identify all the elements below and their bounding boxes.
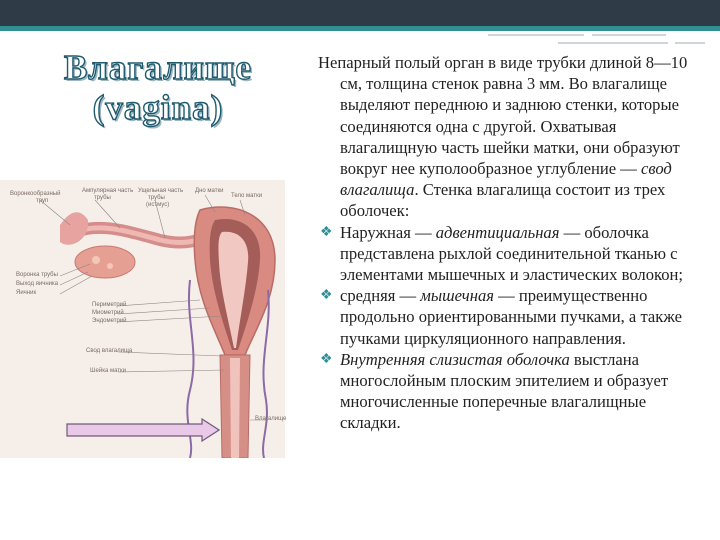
label-ovary: Яичник — [16, 290, 37, 296]
ovary-follicle — [92, 256, 100, 264]
bullet2-text-b: — преимущественно продольно ориентированными пучками, а также пучками циркуляционного направления. — [340, 286, 682, 348]
slide-title-line1: Влагалище — [63, 48, 253, 87]
label-infundibulum-a: Воронкообразный — [10, 191, 61, 197]
bullet2-term: мышечная — [420, 286, 494, 306]
vaginal-lumen — [230, 358, 240, 458]
diamond-bullet-icon: ❖ — [320, 224, 333, 240]
label-fundus: Дно матки — [195, 188, 224, 194]
bullet3-text-b: выстлана многослойным плоским эпителием и образует многочисленные поперечные влагалищные складки. — [340, 349, 669, 433]
ovary-follicle — [107, 263, 113, 269]
label-perimetrium: Периметрий — [92, 302, 127, 308]
label-ampulla-b: трубы — [94, 195, 111, 201]
pointer-arrow-icon — [66, 418, 220, 442]
bullet-mucosa — [318, 349, 698, 434]
leader-line — [118, 352, 222, 356]
slide-body-text — [318, 52, 698, 434]
label-ampulla-a: Ампулярная часть — [82, 188, 134, 194]
header-decor-line — [558, 42, 668, 44]
label-vagina: Влагалище — [255, 416, 287, 422]
intro-term: свод влагалища — [340, 159, 672, 200]
leader-line — [60, 272, 88, 285]
bullet1-term: адвентициальная — [435, 222, 560, 242]
slide-title — [34, 48, 282, 128]
leader-line — [118, 308, 210, 314]
intro-paragraph — [318, 52, 698, 222]
uterus-drawing — [0, 180, 285, 458]
header-decor-line — [488, 34, 584, 36]
label-isthmus-b: трубы — [148, 195, 165, 201]
leader-line — [118, 370, 224, 372]
label-endometrium: Эндометрий — [92, 318, 127, 324]
label-infundibulum-b: труп — [36, 198, 49, 204]
intro-text-a: Непарный полый орган в виде трубки длиной 8—10 см, толщина стенок равна 3 мм. Во влагалище выделяют переднюю и заднюю стенки, которые соединяются одна с другой. Охватывая влагалищную часть шейки матки, они образуют вокруг нее куполообразное углубление — — [318, 53, 688, 179]
leader-line — [118, 300, 200, 306]
leader-line — [60, 276, 92, 294]
label-vaginal-fornix: Свод влагалища — [86, 348, 133, 354]
leader-line — [118, 316, 222, 322]
header-decor-line — [592, 34, 666, 36]
bullet-adventitia — [318, 222, 698, 286]
bullet2-text-a: средняя — — [340, 286, 421, 306]
blood-vessel — [263, 290, 269, 458]
label-cervix: Шейка матки — [90, 368, 127, 374]
infundibulum — [60, 212, 88, 245]
diamond-bullet-icon: ❖ — [320, 288, 333, 304]
bullet-muscular — [318, 285, 698, 349]
slide-title-line2: (vagina) — [92, 88, 224, 127]
ovary — [75, 246, 135, 278]
label-uterus-body: Тело матки — [231, 193, 263, 199]
header-accent-bar — [0, 26, 720, 31]
bullet1-text-b: — оболочка представлена рыхлой соединительной тканью с элементами мышечных и эластических волокон; — [340, 222, 684, 285]
pointer-arrow-shape — [67, 419, 219, 441]
bullet3-term: Внутренняя слизистая оболочка — [340, 349, 570, 369]
label-isthmus-a: Ущельная часть — [138, 188, 184, 194]
label-tube-funnel: Воронка трубы — [16, 272, 58, 278]
anatomy-illustration — [0, 180, 285, 458]
label-isthmus-c: (истмус) — [146, 202, 170, 208]
intro-text-b: . Стенка влагалища состоит из трех оболочек: — [340, 180, 666, 221]
header-decor-line — [675, 42, 705, 44]
label-myometrium: Миометрий — [92, 310, 124, 316]
diamond-bullet-icon: ❖ — [320, 351, 333, 367]
header-bar — [0, 0, 720, 26]
bullet1-text-a: Наружная — — [340, 222, 436, 242]
label-ovary-exit: Выход яичника — [16, 281, 59, 287]
